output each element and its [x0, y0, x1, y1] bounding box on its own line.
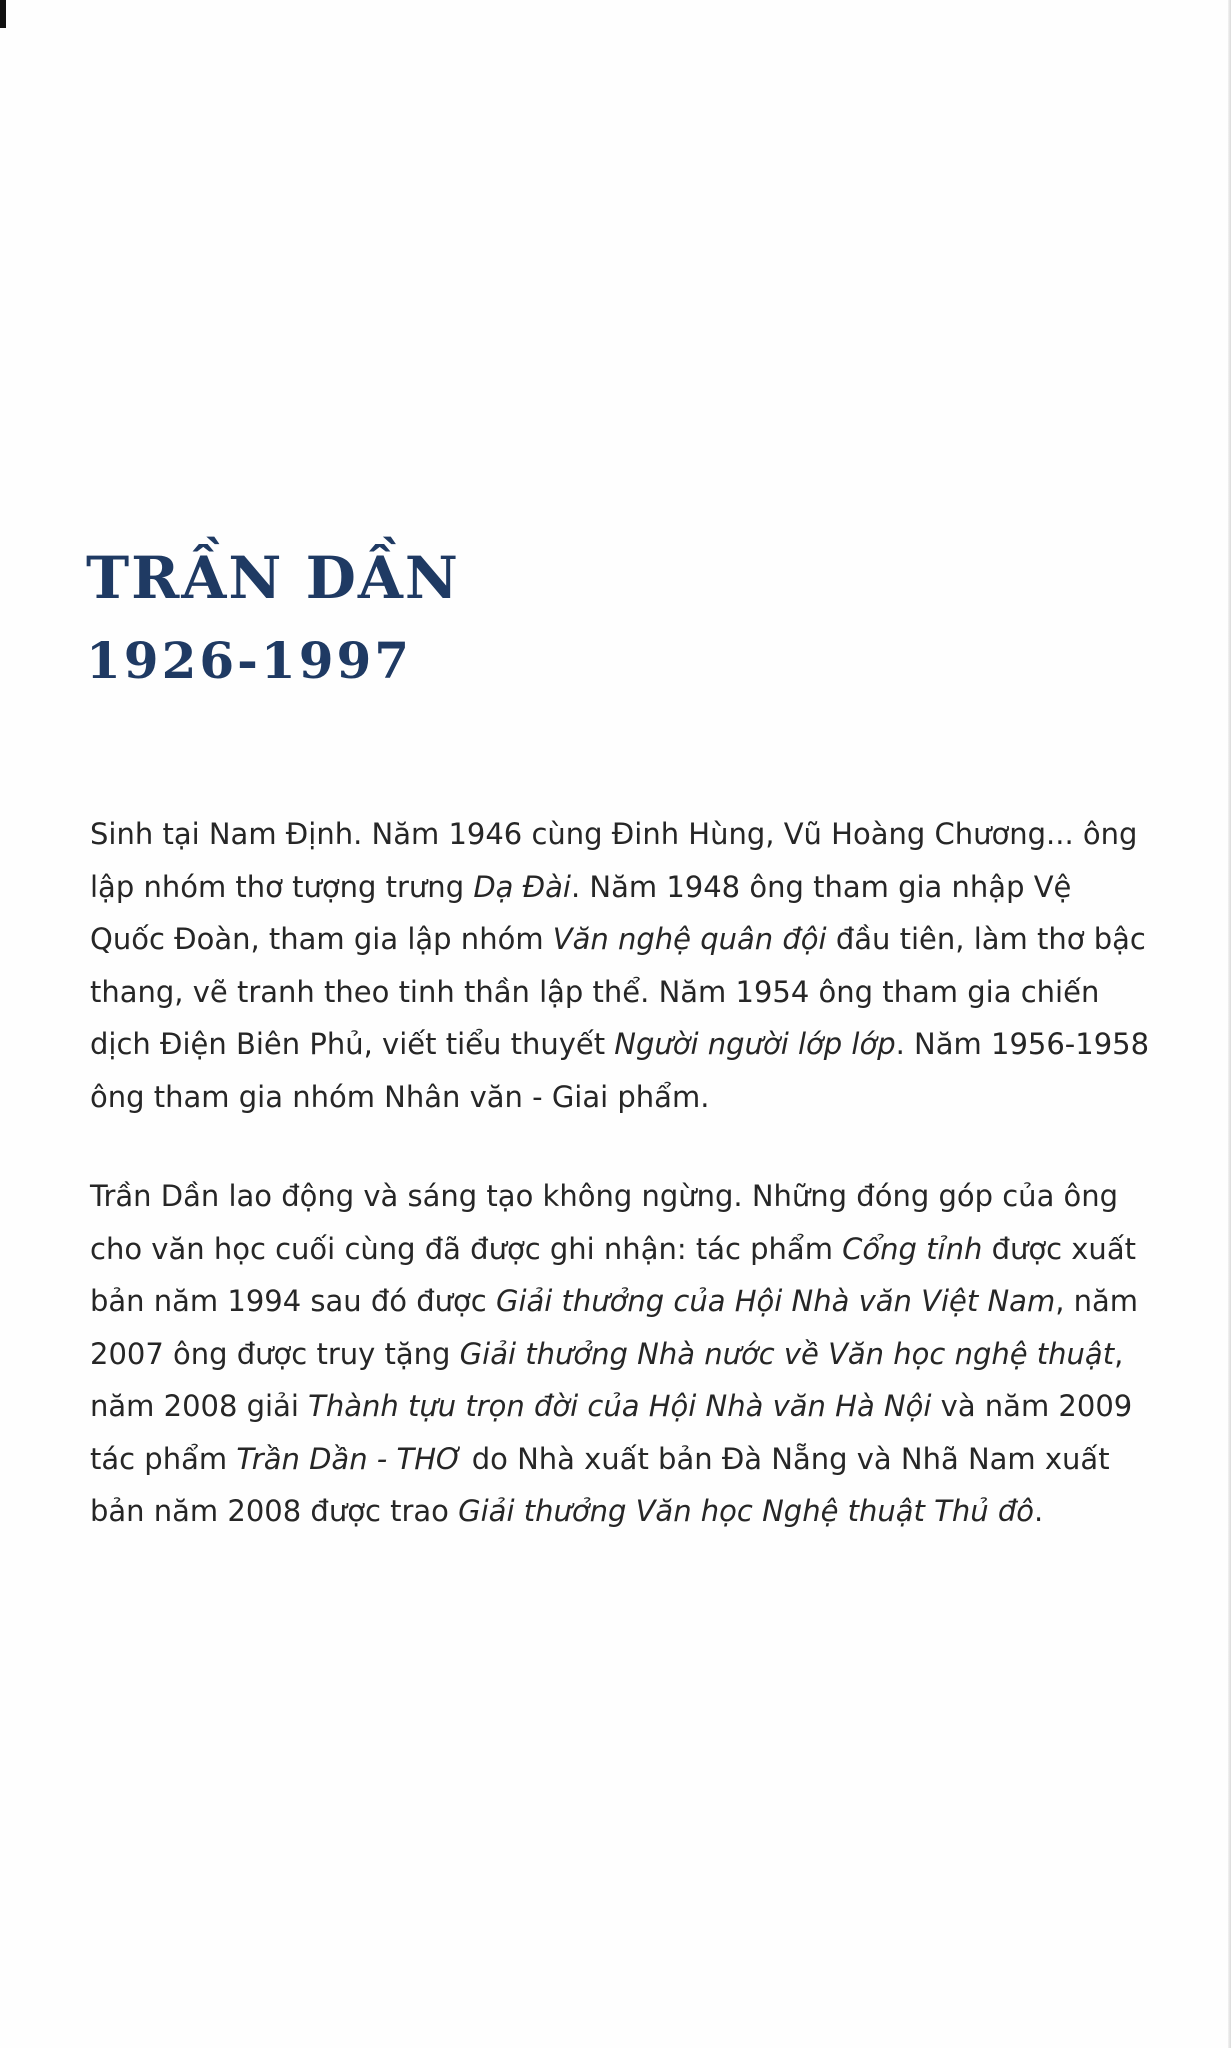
- text-run: , năm 2007 ông được truy tặng: [90, 1284, 1139, 1371]
- italic-group-name: Văn nghệ quân đội: [552, 922, 827, 956]
- italic-work-title: Cổng tỉnh: [842, 1231, 983, 1266]
- author-life-years: 1926-1997: [86, 630, 413, 690]
- italic-award-name: Giải thưởng Văn học Nghệ thuật Thủ đô: [458, 1494, 1034, 1528]
- text-run: Sinh tại Nam Định. Năm 1946 cùng Đinh Hùng, Vũ Hoàng Chương... ông lập nhóm thơ tượng trưng: [90, 817, 1138, 904]
- italic-work-title: Người người lớp lớp: [614, 1027, 896, 1061]
- text-run: đầu tiên, làm thơ bậc thang, vẽ tranh theo tinh thần lập thể. Năm 1954 ông tham gia chiến dịch Điện Biên Phủ, viết tiểu thuyết: [90, 922, 1146, 1061]
- text-run: Trần Dần lao động và sáng tạo không ngừng. Những đóng góp của ông cho văn học cuối cùng đã được ghi nhận: tác phẩm: [90, 1179, 1119, 1266]
- italic-award-name: Giải thưởng Nhà nước về Văn học nghệ thuật: [459, 1336, 1115, 1371]
- text-run: và năm 2009 tác phẩm: [90, 1389, 1133, 1476]
- italic-work-title: Trần Dần - THƠ: [236, 1441, 463, 1476]
- scan-corner-mark: [0, 0, 6, 28]
- text-run: . Năm 1948 ông tham gia nhập Vệ Quốc Đoàn, tham gia lập nhóm: [90, 869, 1072, 956]
- text-run: . Năm 1956-1958 ông tham gia nhóm Nhân văn - Giai phẩm.: [90, 1027, 1150, 1114]
- author-heading: [86, 544, 460, 690]
- biography-paragraph-2: [90, 1170, 1150, 1538]
- italic-award-name: Thành tựu trọn đời của Hội Nhà văn Hà Nội: [308, 1389, 932, 1423]
- text-run: , năm 2008 giải: [90, 1336, 1124, 1423]
- italic-award-name: Giải thưởng của Hội Nhà văn Việt Nam: [495, 1284, 1056, 1318]
- text-run: do Nhà xuất bản Đà Nẵng và Nhã Nam xuất bản năm 2008 được trao: [90, 1441, 1110, 1528]
- italic-work-title: Dạ Đài: [473, 869, 571, 904]
- author-name: TRẦN DẦN: [86, 544, 460, 612]
- biography-paragraph-1: [90, 808, 1150, 1123]
- text-run: .: [1033, 1494, 1044, 1528]
- text-run: được xuất bản năm 1994 sau đó được: [90, 1231, 1136, 1318]
